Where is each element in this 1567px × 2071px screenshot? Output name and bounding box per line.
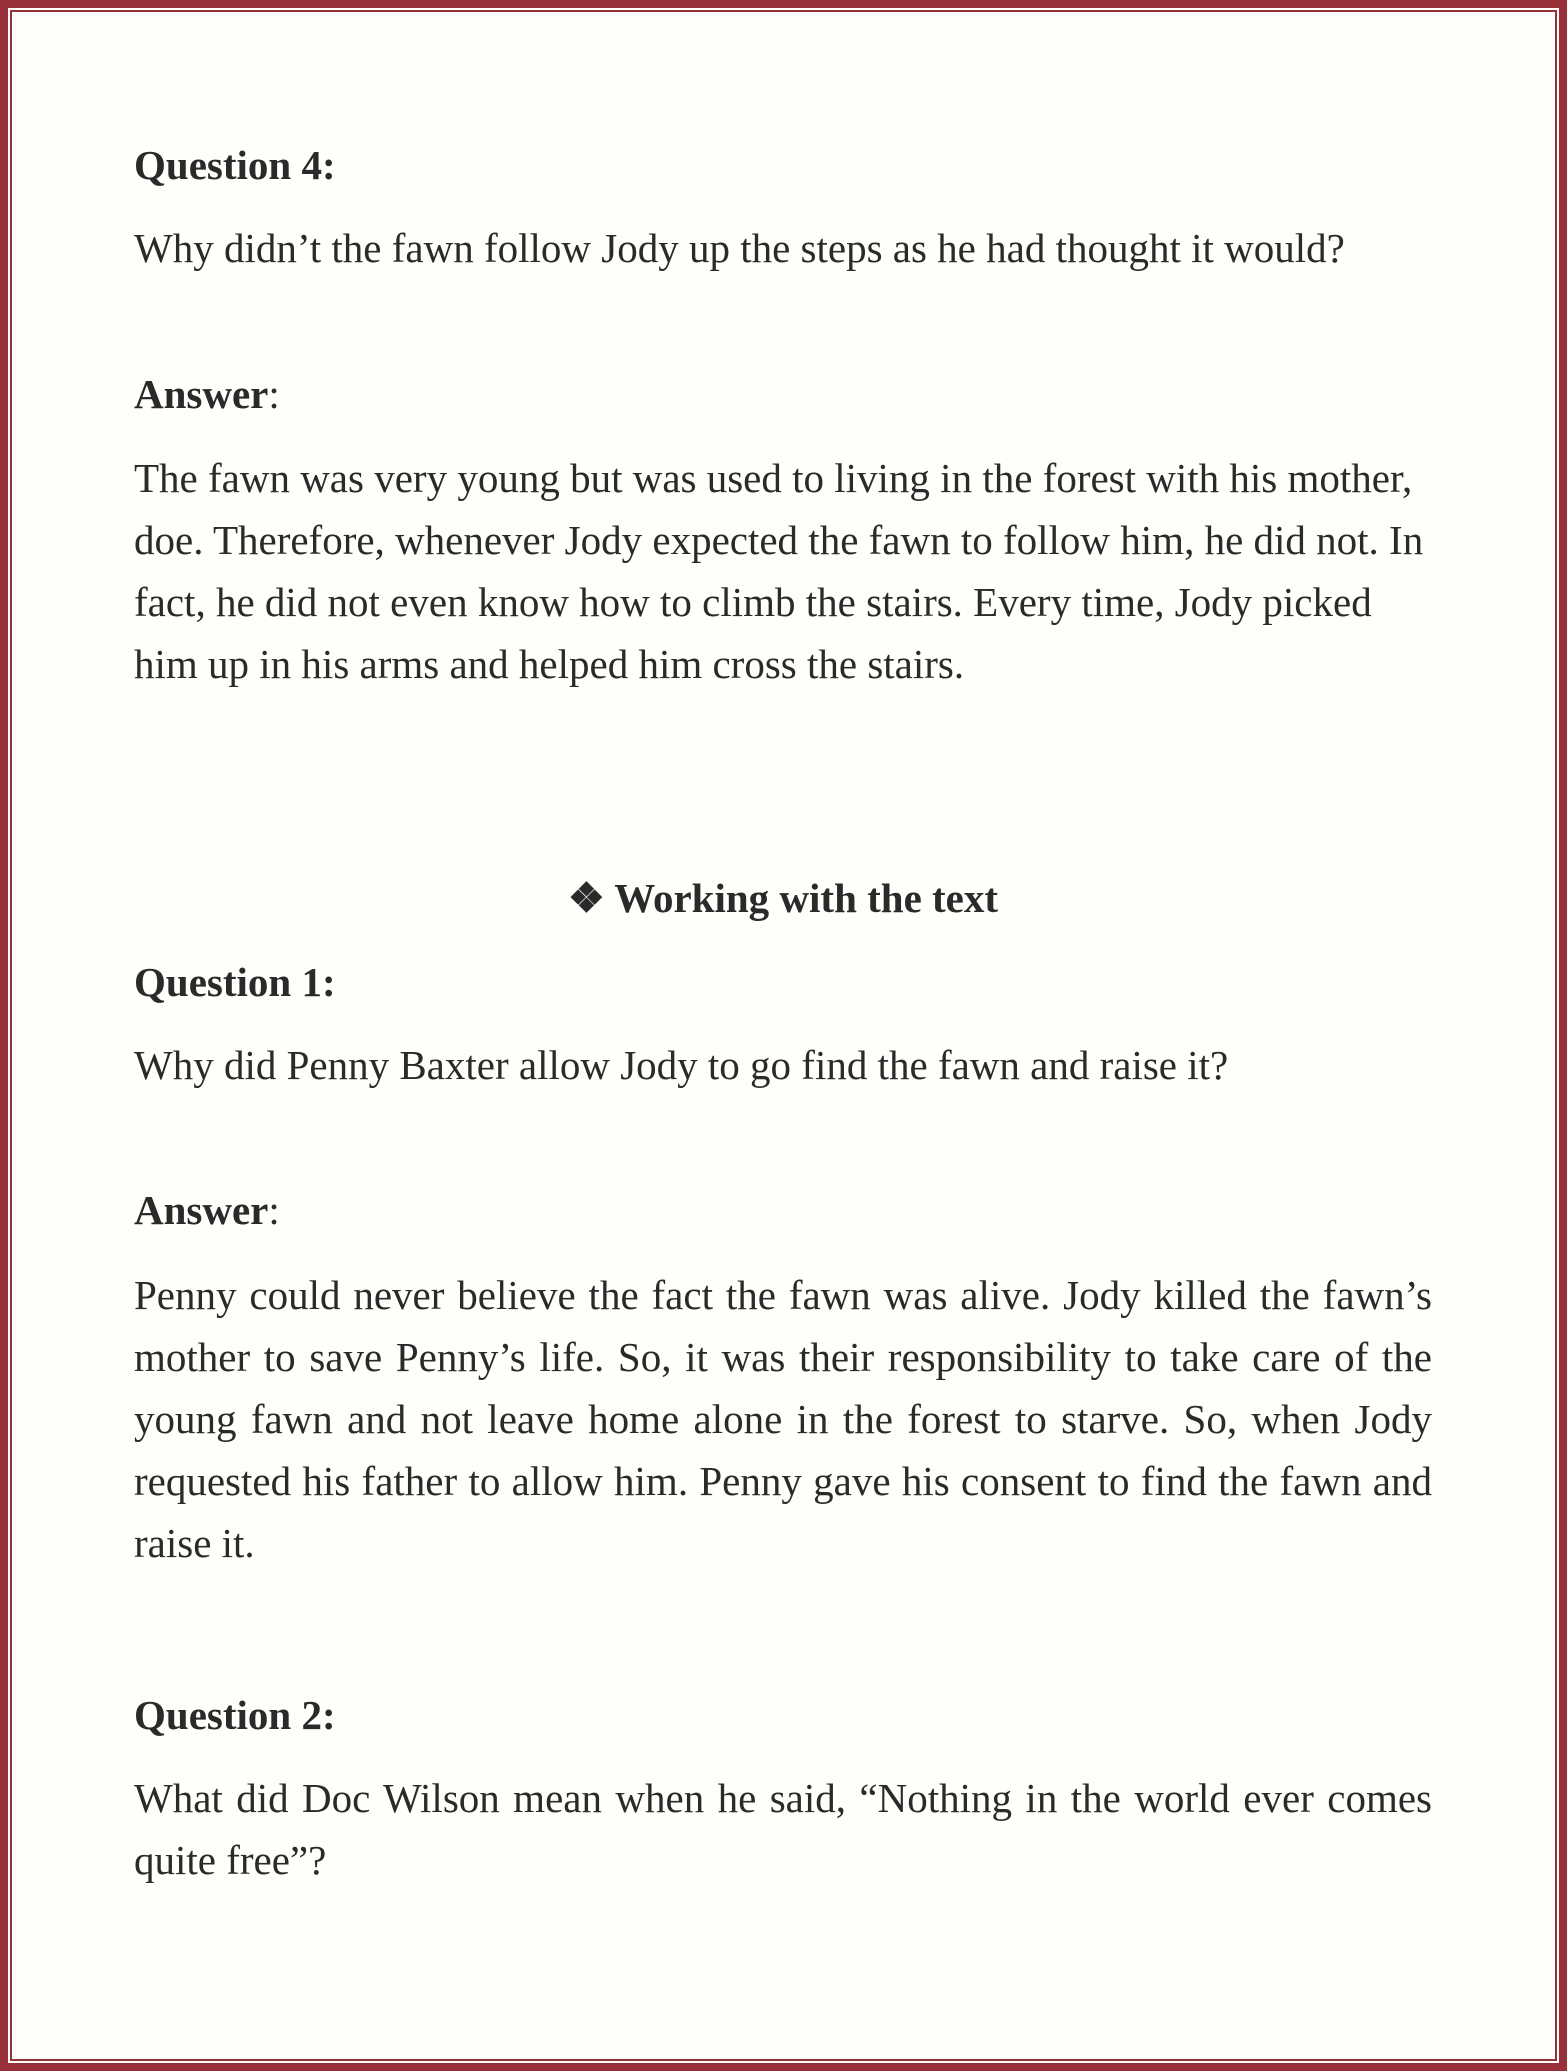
answer-label: Answer <box>134 1187 269 1233</box>
section-heading-title: Working with the text <box>614 875 999 921</box>
question-2-text: What did Doc Wilson mean when he said, “Nothing in the world ever comes quite free”? <box>134 1775 1432 1883</box>
question-2-label: Question 2: <box>134 1692 336 1738</box>
question-4-label: Question 4: <box>134 142 336 188</box>
answer-1-text: Penny could never believe the fact the fawn was alive. Jody killed the fawn’s mother to save Penny’s life. So, it was their responsibility to take care of the young fawn and not leave home alone in the forest to starve. So, when Jody requested his father to allow him. Penny gave his consent to find the fawn and raise it. <box>134 1272 1432 1566</box>
answer-label: Answer <box>134 371 269 417</box>
question-1-text: Why did Penny Baxter allow Jody to go find the fawn and raise it? <box>134 1042 1229 1088</box>
diamond-bullet-icon: ❖ <box>567 875 605 921</box>
answer-1-label-row <box>134 1179 1432 1241</box>
answer-4-text: The fawn was very young but was used to living in the forest with his mother, doe. Therefore, whenever Jody expected the fawn to follow him, he did not. In fact, he did not even know how to climb the stairs. Every time, Jody picked him up in his arms and helped him cross the stairs. <box>134 455 1424 687</box>
answer-colon: : <box>268 1187 280 1233</box>
question-4-text: Why didn’t the fawn follow Jody up the steps as he had thought it would? <box>134 225 1345 271</box>
answer-colon: : <box>268 371 280 417</box>
answer-4-label-row <box>134 363 1432 425</box>
question-1-label: Question 1: <box>134 959 336 1005</box>
section-heading <box>134 867 1432 929</box>
